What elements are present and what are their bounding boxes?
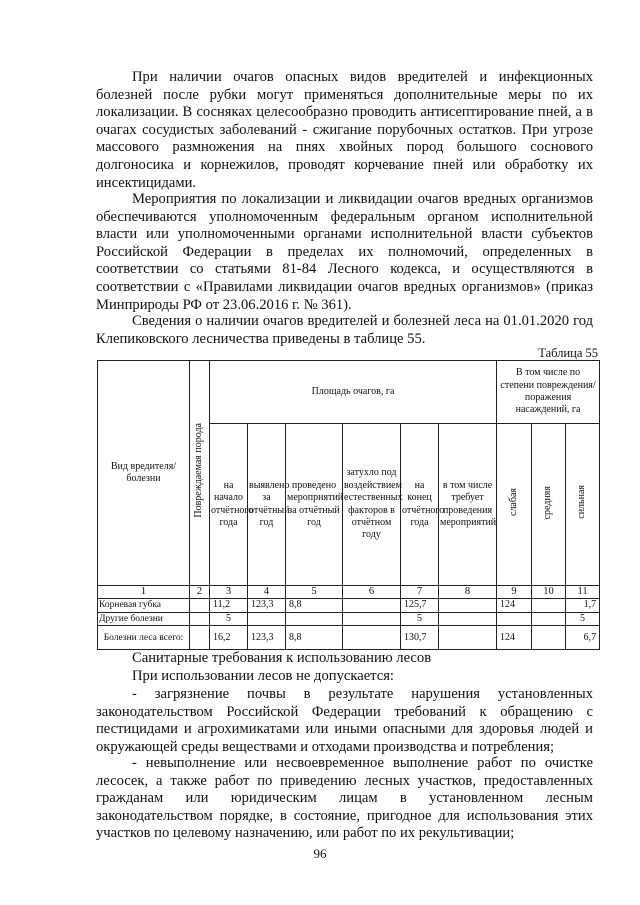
cell-breed <box>190 599 210 612</box>
cell-treated: 8,8 <box>286 626 343 650</box>
header-damage: В том числе по степени повреждения/поражения насаждений, га <box>497 361 600 424</box>
cell-needs <box>439 626 497 650</box>
col-number: 1 <box>98 586 190 599</box>
cell-treated: 8,8 <box>286 599 343 612</box>
col-number: 9 <box>497 586 532 599</box>
cell-weak: 124 <box>497 626 532 650</box>
header-end: на конец отчётного года <box>401 424 439 586</box>
header-weak <box>497 424 532 586</box>
cell-end: 125,7 <box>401 599 439 612</box>
header-weak-label: слабая <box>507 488 519 517</box>
col-number: 10 <box>532 586 566 599</box>
list-item: - загрязнение почвы в результате нарушения установленных законодательством Российской Федерации требований к обращению с пестицидами и агрохимикатами или иными опасными для здоровья людей и окружающей среды веществами и отходами производства и потребления; <box>96 686 593 755</box>
header-medium <box>532 424 566 586</box>
col-number: 3 <box>210 586 248 599</box>
cell-end: 5 <box>401 612 439 625</box>
table-row <box>98 599 600 612</box>
paragraph-pest-measures: При наличии очагов опасных видов вредителей и инфекционных болезней после рубки могут применяться дополнительные меры по их локализации. В сосняках целесообразно проводить антисептирование пней, а в очагах сосудистых заболеваний - сжигание порубочных остатков. При угрозе массового размножения на пнях хвойных пород большого соснового долгоносика и корнежилов, проводят корчевание пней или обработку их инсектицидами. <box>96 69 593 191</box>
row-name: Другие болезни <box>98 612 190 625</box>
row-name: Корневая губка <box>98 599 190 612</box>
paragraph-localization-measures: Мероприятия по локализации и ликвидации очагов вредных организмов обеспечиваются уполномоченным федеральным органом исполнительной власти или уполномоченными органами исполнительной власти субъектов Российской Федерации в пределах их полномочий, определенных в соответствии со статьями 81-84 Лесного кодекса, и осуществляются в соответствии с «Правилами ликвидации очагов вредных организмов» (приказ Минприроды РФ от 23.06.2016 г. № 361). <box>96 191 593 313</box>
col-number: 5 <box>286 586 343 599</box>
cell-weak <box>497 612 532 625</box>
header-medium-label: средняя <box>542 485 554 519</box>
header-strong-label: сильная <box>576 485 588 520</box>
table-row <box>98 626 600 650</box>
cell-natural <box>343 612 401 625</box>
cell-breed <box>190 626 210 650</box>
cell-strong: 5 <box>566 612 600 625</box>
cell-strong: 6,7 <box>566 626 600 650</box>
col-number: 7 <box>401 586 439 599</box>
cell-found <box>248 612 286 625</box>
header-natural: затухло под воздействием естественных факторов в отчётном году <box>343 424 401 586</box>
header-treated: проведено мероприятий за отчётный год <box>286 424 343 586</box>
col-number: 2 <box>190 586 210 599</box>
header-breed <box>190 361 210 586</box>
cell-treated <box>286 612 343 625</box>
col-number: 4 <box>248 586 286 599</box>
cell-natural <box>343 626 401 650</box>
cell-strong: 1,7 <box>566 599 600 612</box>
cell-end: 130,7 <box>401 626 439 650</box>
cell-medium <box>532 612 566 625</box>
col-number: 11 <box>566 586 600 599</box>
paragraph-table-intro: Сведения о наличии очагов вредителей и болезней леса на 01.01.2020 год Клепиковского лесничества приведены в таблице 55. <box>96 313 593 347</box>
column-number-row <box>98 586 600 599</box>
header-area: Площадь очагов, га <box>210 361 497 424</box>
paragraph-not-allowed: При использовании лесов не допускается: <box>132 668 394 684</box>
cell-medium <box>532 599 566 612</box>
cell-start: 5 <box>210 612 248 625</box>
table-row <box>98 612 600 625</box>
list-item: - невыполнение или несвоевременное выполнение работ по очистке лесосек, а также работ по приведению лесных участков, предоставленных гражданам или юридическим лицам в установленном лесным законодательством порядке, в состояние, пригодное для использования этих участков по целевому назначению, или работ по их рекультивации; <box>96 755 593 842</box>
cell-found: 123,3 <box>248 599 286 612</box>
cell-needs <box>439 599 497 612</box>
cell-found: 123,3 <box>248 626 286 650</box>
cell-breed <box>190 612 210 625</box>
table-caption: Таблица 55 <box>538 346 598 360</box>
cell-natural <box>343 599 401 612</box>
cell-start: 11,2 <box>210 599 248 612</box>
cell-needs <box>439 612 497 625</box>
header-start: на начало отчётного года <box>210 424 248 586</box>
header-needs: в том числе требует проведения мероприятий <box>439 424 497 586</box>
section-heading-sanitary: Санитарные требования к использованию лесов <box>132 650 432 666</box>
header-breed-label: Повреждаемая порода <box>193 423 205 519</box>
header-found: выявлено за отчётный год <box>248 424 286 586</box>
col-number: 6 <box>343 586 401 599</box>
row-name: Болезни леса всего: <box>98 626 190 650</box>
cell-medium <box>532 626 566 650</box>
pest-disease-table <box>97 360 600 650</box>
col-number: 8 <box>439 586 497 599</box>
header-strong <box>566 424 600 586</box>
header-species: Вид вредителя/болезни <box>98 361 190 586</box>
cell-weak: 124 <box>497 599 532 612</box>
page-number: 96 <box>313 846 327 861</box>
cell-start: 16,2 <box>210 626 248 650</box>
